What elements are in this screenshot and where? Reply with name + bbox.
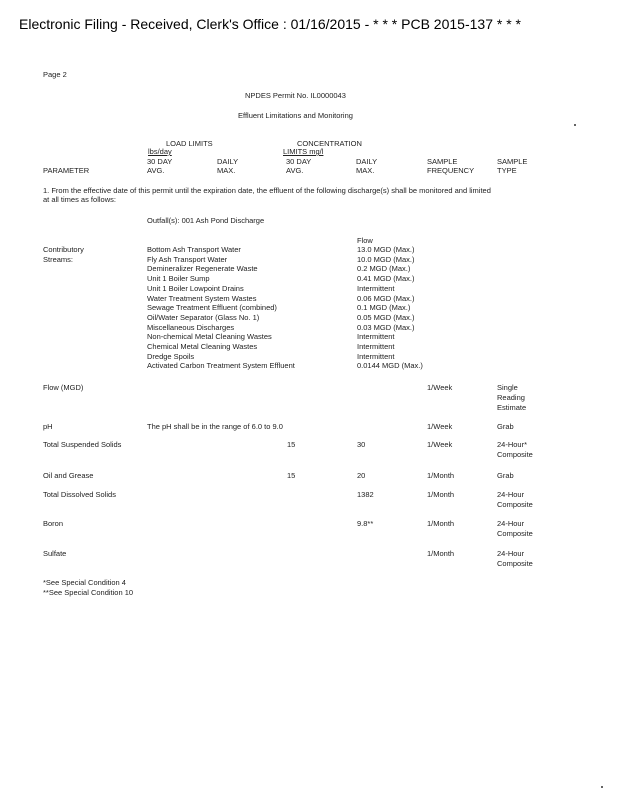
- stream-name: Dredge Spoils: [147, 351, 195, 361]
- conc-avg-label: AVG.: [286, 166, 304, 175]
- footnote-1: *See Special Condition 4: [43, 578, 126, 587]
- sample-frequency: 1/Week: [427, 422, 453, 431]
- load-30day-label: 30 DAY: [147, 157, 173, 166]
- parameter-label: PARAMETER: [43, 166, 90, 175]
- stream-name: Non-chemical Metal Cleaning Wastes: [147, 332, 272, 342]
- filing-header: Electronic Filing - Received, Clerk's Office : 01/16/2015 - * * * PCB 2015-137 * * *: [19, 16, 521, 32]
- footnote-2: **See Special Condition 10: [43, 588, 134, 597]
- sample-type: 24-Hour: [497, 549, 525, 558]
- sample-type-label-1: SAMPLE: [497, 157, 528, 166]
- sample-frequency: 1/Month: [427, 549, 455, 558]
- intro-line-2: at all times as follows:: [43, 195, 116, 204]
- parameter-note: The pH shall be in the range of 6.0 to 9.0: [147, 422, 283, 431]
- stream-name: Unit 1 Boiler Sump: [147, 274, 210, 284]
- sample-type: 24-Hour: [497, 519, 525, 528]
- stream-name: Bottom Ash Transport Water: [147, 245, 241, 254]
- sample-type: Composite: [497, 559, 533, 568]
- conc-max-value: 20: [357, 471, 366, 480]
- parameter-name: Sulfate: [43, 549, 67, 558]
- parameter-name: Oil and Grease: [43, 471, 94, 480]
- stream-flow: Intermittent: [357, 283, 395, 293]
- stream-name: Miscellaneous Discharges: [147, 322, 235, 332]
- stream-name: Demineralizer Regenerate Waste: [147, 264, 258, 274]
- concentration-heading: CONCENTRATION: [297, 139, 362, 148]
- parameter-name: pH: [43, 422, 53, 431]
- page-label: Page 2: [43, 70, 67, 79]
- concentration-units: LIMITS mg/l: [283, 147, 324, 156]
- sample-frequency: 1/Week: [427, 383, 453, 392]
- sample-type: 24-Hour*: [497, 440, 528, 449]
- conc-max-value: 30: [357, 440, 366, 449]
- parameter-name: Boron: [43, 519, 64, 528]
- permit-number: NPDES Permit No. IL0000043: [245, 91, 346, 100]
- sample-type: Grab: [497, 422, 514, 431]
- sample-type: Composite: [497, 450, 533, 459]
- stream-name: Oil/Water Separator (Glass No. 1): [147, 312, 260, 322]
- conc-max-label: MAX.: [356, 166, 375, 175]
- flow-heading: Flow: [357, 236, 373, 245]
- conc-30day-label: 30 DAY: [286, 157, 312, 166]
- sample-freq-label-2: FREQUENCY: [427, 166, 475, 175]
- section-title: Effluent Limitations and Monitoring: [238, 111, 353, 120]
- stream-flow: 0.03 MGD (Max.): [357, 322, 415, 332]
- load-daily-label: DAILY: [217, 157, 239, 166]
- conc-max-value: 9.8**: [357, 519, 374, 528]
- stream-name: Fly Ash Transport Water: [147, 254, 228, 264]
- load-avg-label: AVG.: [147, 166, 165, 175]
- stream-flow: 0.1 MGD (Max.): [357, 303, 411, 313]
- conc-max-value: 1382: [357, 490, 374, 499]
- stream-flow: 10.0 MGD (Max.): [357, 254, 415, 264]
- stream-flow: 13.0 MGD (Max.): [357, 245, 415, 254]
- stream-flow: Intermittent: [357, 332, 395, 342]
- sample-type: Grab: [497, 471, 514, 480]
- load-limits-heading: LOAD LIMITS: [166, 139, 213, 148]
- conc-daily-label: DAILY: [356, 157, 378, 166]
- stream-flow: Intermittent: [357, 351, 395, 361]
- sample-type: Composite: [497, 529, 533, 538]
- intro-line-1: 1. From the effective date of this permit until the expiration date, the effluent of the following discharge(s) shall be monitored and limited: [43, 186, 491, 195]
- sample-type: 24-Hour: [497, 490, 525, 499]
- stream-flow: 0.06 MGD (Max.): [357, 293, 415, 303]
- sample-type: Reading: [497, 393, 525, 402]
- stream-name: Water Treatment System Wastes: [147, 293, 257, 303]
- sample-frequency: 1/Month: [427, 519, 455, 528]
- sample-type: Estimate: [497, 403, 527, 412]
- parameter-name: Flow (MGD): [43, 383, 84, 392]
- stream-flow: 0.05 MGD (Max.): [357, 312, 415, 322]
- sample-freq-label-1: SAMPLE: [427, 157, 458, 166]
- conc-avg-value: 15: [287, 471, 296, 480]
- contributory-label-1: Contributory: [43, 245, 84, 254]
- parameter-name: Total Dissolved Solids: [43, 490, 116, 499]
- scan-speck-bottom: [601, 786, 603, 788]
- sample-type: Composite: [497, 500, 533, 509]
- load-units: lbs/day: [148, 147, 172, 156]
- stream-flow: Intermittent: [357, 342, 395, 351]
- stream-name: Sewage Treatment Effluent (combined): [147, 303, 277, 313]
- sample-type-label-2: TYPE: [497, 166, 517, 175]
- load-max-label: MAX.: [217, 166, 236, 175]
- stream-name: Unit 1 Boiler Lowpoint Drains: [147, 283, 244, 293]
- stream-flow: 0.2 MGD (Max.): [357, 264, 411, 274]
- stream-flow: 0.41 MGD (Max.): [357, 274, 415, 284]
- sample-frequency: 1/Month: [427, 490, 455, 499]
- outfall-label: Outfall(s): 001 Ash Pond Discharge: [147, 216, 265, 225]
- stream-flow: 0.0144 MGD (Max.): [357, 361, 423, 371]
- contributory-label-2: Streams:: [43, 255, 74, 264]
- parameter-name: Total Suspended Solids: [43, 440, 122, 449]
- sample-frequency: 1/Month: [427, 471, 455, 480]
- sample-type: Single: [497, 383, 518, 392]
- scan-speck: [574, 124, 576, 126]
- stream-name: Chemical Metal Cleaning Wastes: [147, 342, 258, 351]
- sample-frequency: 1/Week: [427, 440, 453, 449]
- conc-avg-value: 15: [287, 440, 296, 449]
- stream-name: Activated Carbon Treatment System Effluent: [147, 361, 295, 371]
